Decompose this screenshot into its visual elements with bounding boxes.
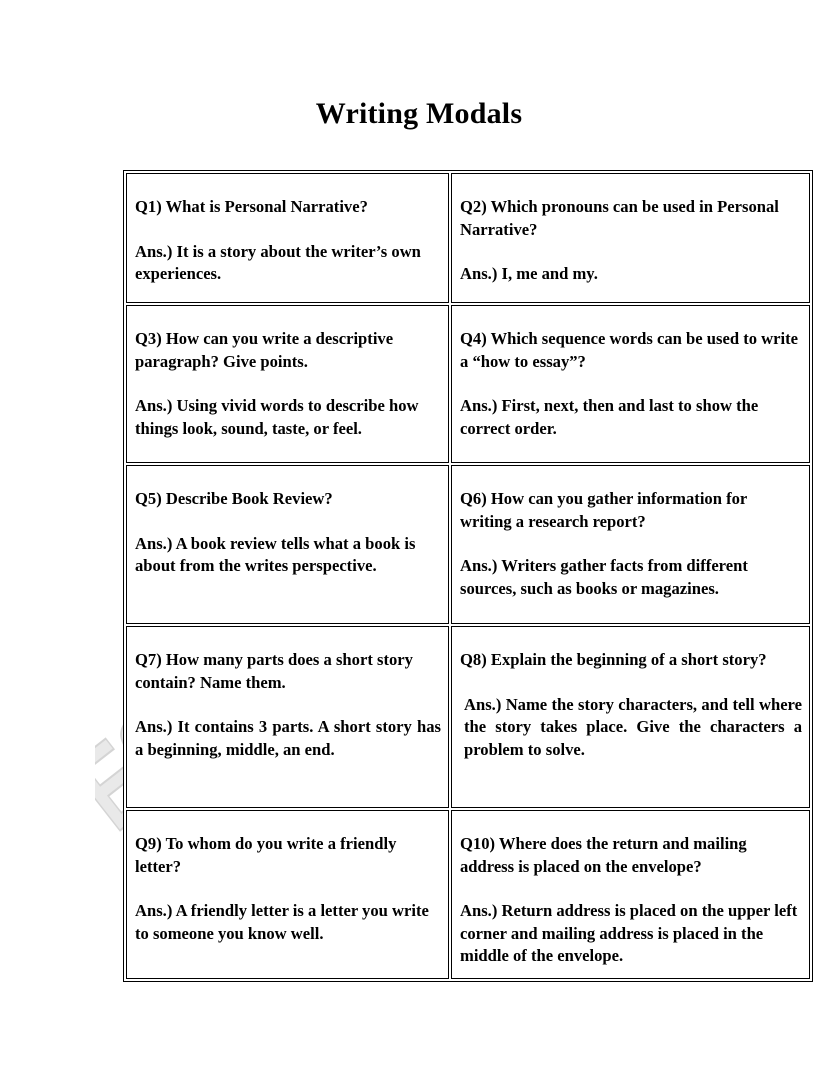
- answer-text: Ans.) First, next, then and last to show the correct order.: [460, 396, 759, 438]
- answer-text: Ans.) It contains 3 parts. A short story has a beginning, middle, an end.: [135, 717, 441, 759]
- question-card-9: [126, 810, 449, 979]
- question-text: Q3) How can you write a descriptive paragraph? Give points.: [135, 329, 394, 371]
- question-text: Q7) How many parts does a short story contain? Name them.: [135, 650, 413, 692]
- question-text: Q2) Which pronouns can be used in Personal Narrative?: [460, 197, 779, 239]
- question-text: Q4) Which sequence words can be used to write a “how to essay”?: [460, 329, 799, 371]
- question-card-10: [451, 810, 810, 979]
- answer-text: Ans.) Using vivid words to describe how things look, sound, taste, or feel.: [135, 396, 419, 438]
- answer-text: Ans.) Writers gather facts from different sources, such as books or magazines.: [460, 556, 748, 598]
- question-text: Q1) What is Personal Narrative?: [135, 197, 368, 216]
- question-card-1: [126, 173, 449, 303]
- question-card-8: [451, 626, 810, 808]
- question-card-grid: [123, 170, 813, 982]
- question-text: Q9) To whom do you write a friendly letter?: [135, 834, 397, 876]
- answer-text: Ans.) I, me and my.: [460, 264, 598, 283]
- answer-text: Ans.) Return address is placed on the upper left corner and mailing address is placed in the middle of the envelope.: [460, 901, 798, 965]
- question-card-4: [451, 305, 810, 463]
- page-title: Writing Modals: [315, 97, 523, 130]
- question-text: Q8) Explain the beginning of a short story?: [460, 650, 767, 669]
- question-text: Q5) Describe Book Review?: [135, 489, 333, 508]
- question-card-2: [451, 173, 810, 303]
- answer-text: Ans.) Name the story characters, and tell where the story takes place. Give the characters a problem to solve.: [464, 694, 802, 759]
- question-text: Q6) How can you gather information for writing a research report?: [460, 489, 747, 531]
- question-card-6: [451, 465, 810, 624]
- question-card-7: [126, 626, 449, 808]
- answer-text: Ans.) A friendly letter is a letter you write to someone you know well.: [135, 901, 429, 943]
- question-card-3: [126, 305, 449, 463]
- question-card-5: [126, 465, 449, 624]
- answer-text: Ans.) It is a story about the writer’s own experiences.: [135, 241, 421, 283]
- answer-text: Ans.) A book review tells what a book is about from the writes perspective.: [135, 533, 416, 575]
- question-text: Q10) Where does the return and mailing address is placed on the envelope?: [460, 834, 747, 876]
